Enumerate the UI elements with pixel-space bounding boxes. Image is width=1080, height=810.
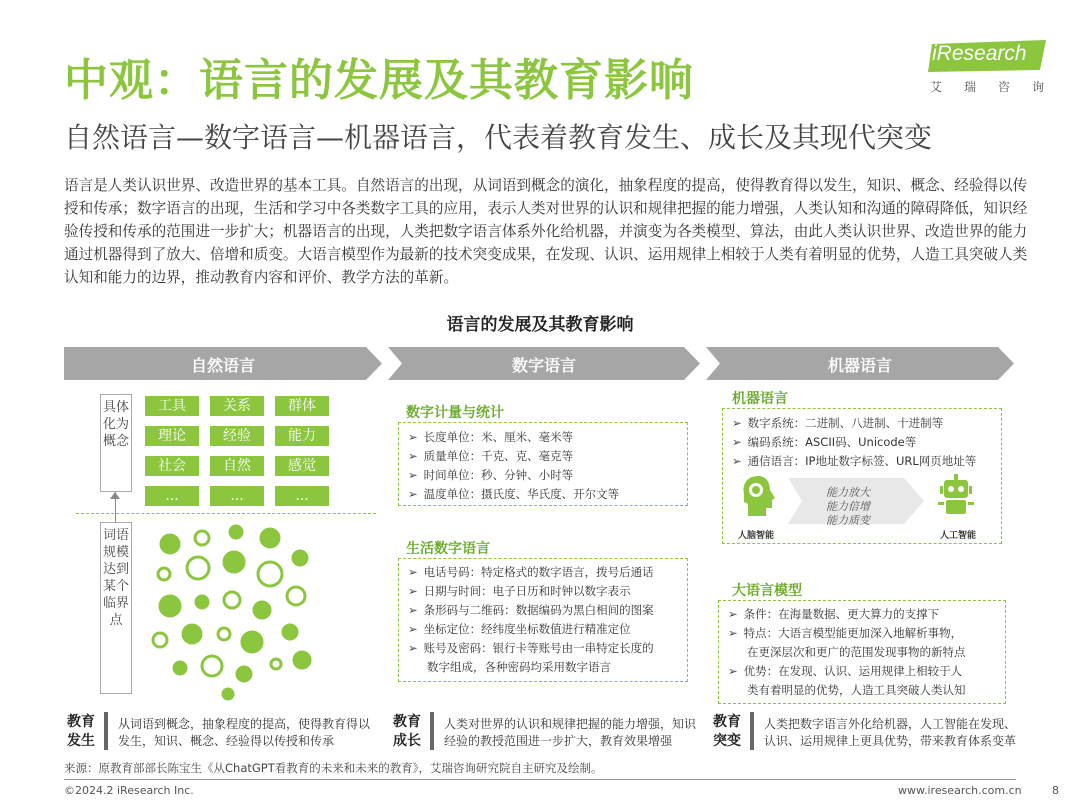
stage-label-digital: 数字语言: [511, 356, 576, 375]
footer-bar: [104, 712, 108, 750]
threshold-label: 词语规模达到某个临界点: [100, 522, 132, 694]
footer-desc-mutation: 人类把数字语言外化给机器，人工智能在发现、认识、运用规律上更具优势，带来教育体系变革: [764, 717, 1017, 748]
llm-list: [728, 605, 966, 700]
list-item: ➢ 编码系统：ASCII码、Unicode等: [732, 433, 976, 452]
tag-more: ...: [210, 486, 264, 506]
list-item: ➢ 优势：在发现、认识、运用规律上相较于人: [728, 662, 966, 681]
arrow-text: 能力放大 能力倍增 能力质变: [826, 486, 870, 527]
footer-desc-growth: 人类对世界的认识和规律把握的能力增强，知识经验的教授范围进一步扩大，教育效果增强: [444, 717, 697, 748]
website-link[interactable]: www.iresearch.com.cn: [898, 784, 1022, 797]
brain-head-icon: [740, 474, 776, 518]
robot-icon-caption: 人工智能: [940, 531, 977, 541]
list-item-continuation: 数字组成，各种密码均采用数字语言: [427, 660, 611, 674]
tag-group: 群体: [275, 396, 329, 416]
arrow-up-icon: [110, 492, 120, 499]
llm-title: 大语言模型: [732, 583, 802, 599]
divider-dashed: [76, 513, 376, 514]
list-item: ➢ 账号及密码：银行卡等账号由一串特定长度的: [408, 639, 654, 658]
list-item: ➢ 坐标定位：经纬度坐标数值进行精准定位: [408, 620, 654, 639]
tag-relation: 关系: [210, 396, 264, 416]
source-note: 来源：原教育部部长陈宝生《从ChatGPT看教育的未来和未来的教育》，艾瑞咨询研究院自主研究及绘制。: [64, 761, 603, 775]
intro-paragraph: 语言是人类认识世界、改造世界的基本工具。自然语言的出现，从词语到概念的演化，抽象程度的提高，使得教育得以发生，知识、概念、经验得以传授和传承；数字语言的出现，生活和学习中各类数字工具的应用，表示人类对世界的认识和规律把握的能力增强，人类认知和沟通的障碍降低，知识经验传授和传承的范围进一步扩大；机器语言的出现，人类把数字语言体系外化给机器，并演变为各类模型、算法，由此人类认识世界、改造世界的能力通过机器得到了放大、倍增和质变。大语言模型作为最新的技术突变成果，在发现、认识、运用规律上相较于人类有着明显的优势，人造工具突破人类认知和能力的边界，推动教育内容和评价、教学方法的革新。: [64, 177, 1028, 286]
page-subtitle: 自然语言—数字语言—机器语言，代表着教育发生、成长及其现代突变: [64, 121, 933, 154]
life-digital-title: 生活数字语言: [406, 541, 490, 557]
stage-label-machine: 机器语言: [827, 356, 892, 375]
tag-feeling: 感觉: [275, 456, 329, 476]
footer-divider: [64, 779, 1016, 780]
robot-icon: [936, 474, 976, 518]
list-item: ➢ 日期与时间：电子日历和时钟以数字表示: [408, 582, 654, 601]
measure-title: 数字计量与统计: [406, 405, 504, 421]
list-item: ➢ 温度单位：摄氏度、华氏度、开尔文等: [408, 485, 619, 504]
list-item: ➢ 特点：大语言模型能更加深入地解析事物，: [728, 624, 966, 643]
footer-bar: [750, 712, 754, 750]
list-item-continuation: 在更深层次和更广的范围发现事物的新特点: [747, 645, 966, 659]
tag-more: ...: [145, 486, 199, 506]
footer-key-growth: 教育成长: [393, 714, 421, 749]
tag-ability: 能力: [275, 426, 329, 446]
list-item: ➢ 质量单位：千克、克、毫克等: [408, 447, 619, 466]
tag-tool: 工具: [145, 396, 199, 416]
footer-key-mutation: 教育突变: [713, 714, 741, 749]
copyright: ©2024.2 iResearch Inc.: [64, 784, 194, 797]
tag-experience: 经验: [210, 426, 264, 446]
machine-lang-title: 机器语言: [732, 391, 788, 407]
list-item: ➢ 长度单位：米、厘米、毫米等: [408, 428, 619, 447]
concept-label: 具体化为概念: [100, 394, 132, 492]
tag-nature: 自然: [210, 456, 264, 476]
tag-more: ...: [275, 486, 329, 506]
logo-subtext: 艾瑞咨询: [930, 80, 1067, 94]
list-item: ➢ 条形码与二维码：数据编码为黑白相间的图案: [408, 601, 654, 620]
machine-lang-list: [732, 414, 976, 471]
tag-theory: 理论: [145, 426, 199, 446]
list-item: ➢ 条件：在海量数据、更大算力的支撑下: [728, 605, 966, 624]
footer-key-occurrence: 教育发生: [67, 714, 95, 749]
list-item: ➢ 通信语言：IP地址数字标签、URL网页地址等: [732, 452, 976, 471]
list-item: ➢ 时间单位：秒、分钟、小时等: [408, 466, 619, 485]
measure-list: [408, 428, 619, 504]
word-bubbles-illustration: [140, 522, 340, 702]
page-number: 8: [1052, 784, 1059, 797]
stage-label-natural: 自然语言: [190, 356, 255, 375]
list-item: ➢ 电话号码：特定格式的数字语言，拨号后通话: [408, 563, 654, 582]
list-item-continuation: 类有着明显的优势，人造工具突破人类认知: [747, 683, 966, 697]
brain-icon-caption: 人脑智能: [738, 531, 775, 541]
logo-text: iResearch: [932, 42, 1027, 65]
diagram-title: 语言的发展及其教育影响: [446, 315, 634, 335]
tag-society: 社会: [145, 456, 199, 476]
list-item: ➢ 数字系统：二进制、八进制、十进制等: [732, 414, 976, 433]
footer-desc-occurrence: 从词语到概念，抽象程度的提高，使得教育得以发生，知识、概念、经验得以传授和传承: [118, 717, 371, 748]
page-title: 中观：语言的发展及其教育影响: [64, 55, 694, 106]
footer-bar: [430, 712, 434, 750]
life-digital-list: [408, 563, 654, 677]
